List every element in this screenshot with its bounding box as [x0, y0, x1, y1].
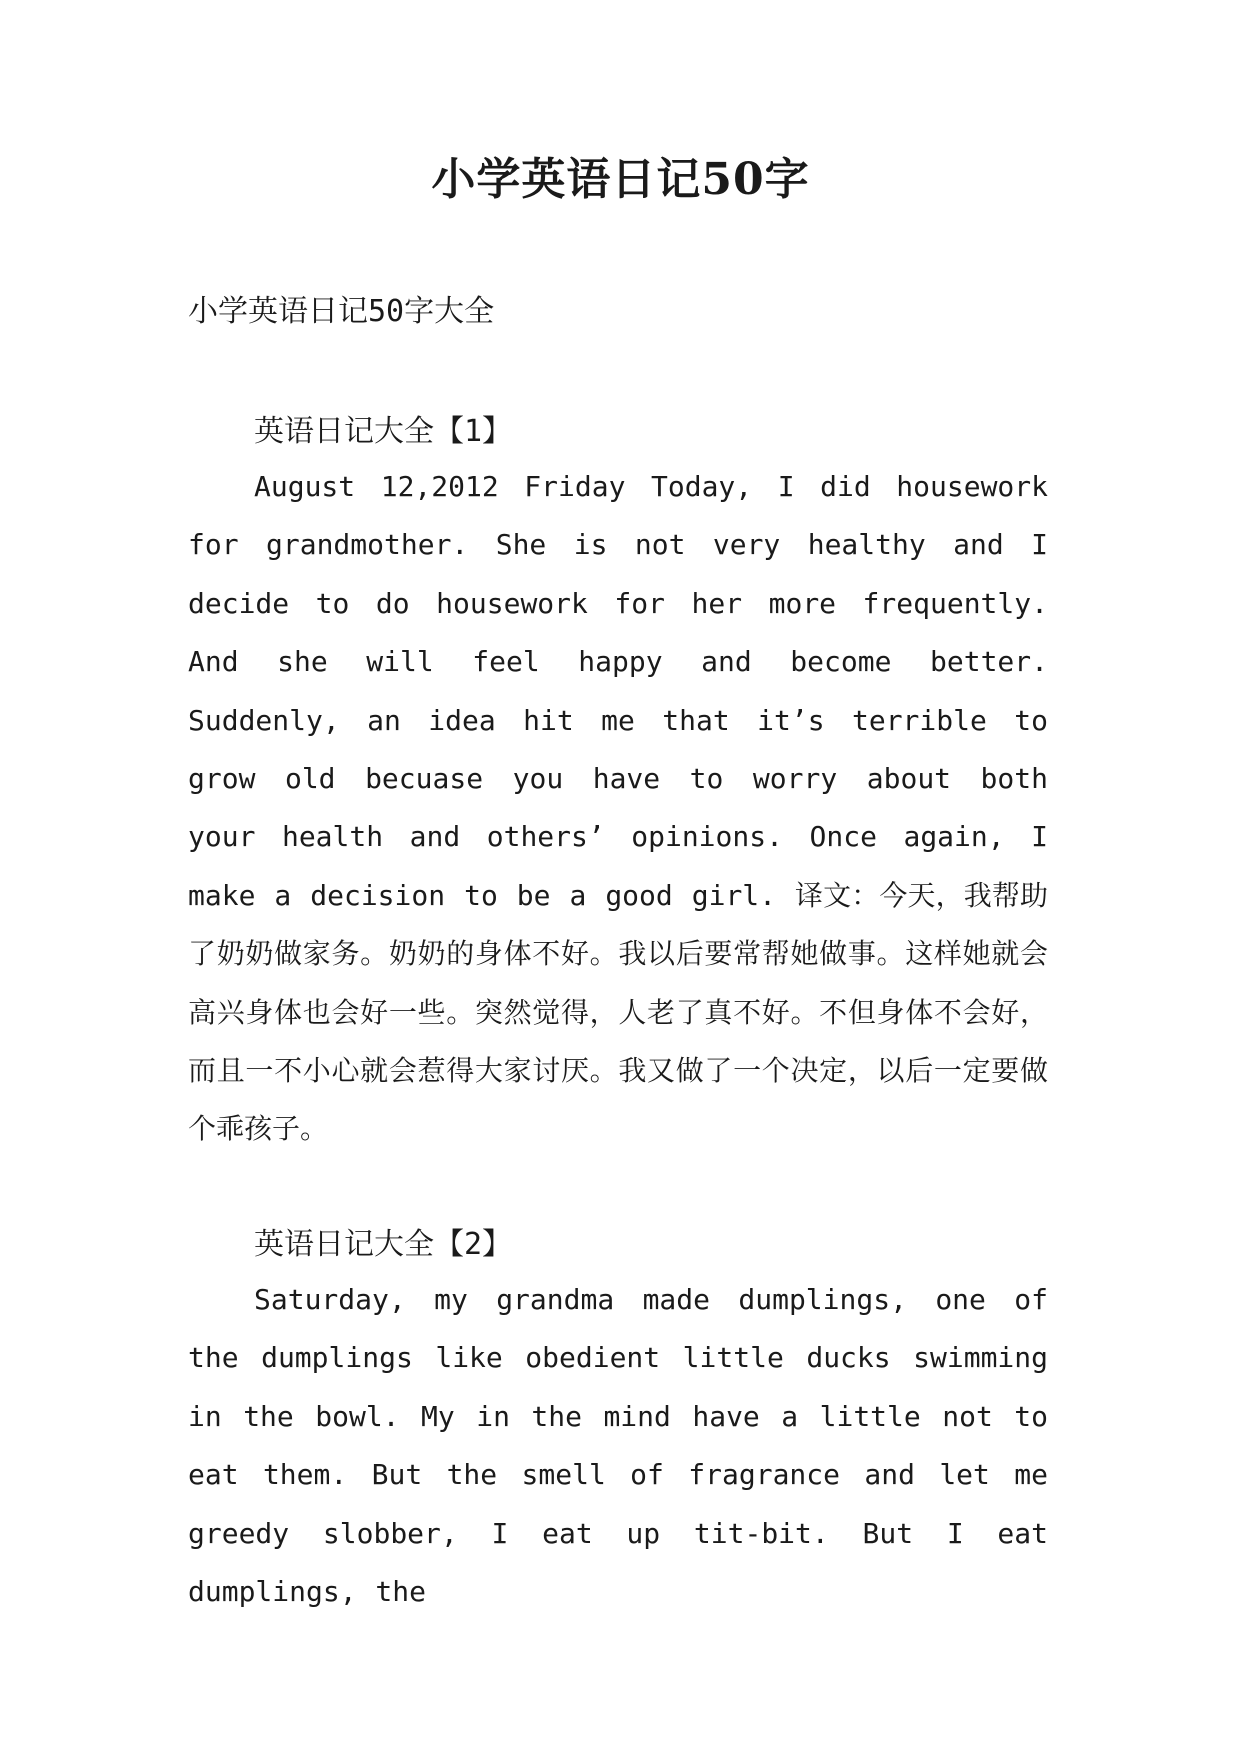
section-heading: 英语日记大全【2】	[254, 1227, 513, 1262]
section-heading: 英语日记大全【1】	[254, 414, 513, 449]
document-subtitle: 小学英语日记50字大全	[188, 294, 495, 329]
diary-section-2	[188, 1221, 1048, 1621]
diary-section-1	[188, 408, 1048, 1159]
section-paragraph: Saturday, my grandma made dumplings, one of the dumplings like obedient little ducks swimming in the bowl. My in the mind have a little not to eat them. But the smell of fragrance and let me greedy slobber, I eat up tit-bit. But I eat dumplings, the	[188, 1283, 1048, 1609]
section-paragraph: August 12,2012 Friday Today, I did housework for grandmother. She is not very healthy and I decide to do housework for her more frequently. And she will feel happy and become better. Suddenly, an idea hit me that it’s terrible to grow old becuase you have to worry about both your health and others’ opinions. Once again, I make a decision to be a good girl. 译文：今天，我帮助了奶奶做家务。奶奶的身体不好。我以后要常帮她做事。这样她就会高兴身体也会好一些。突然觉得，人老了真不好。不但身体不会好，而且一不小心就会惹得大家讨厌。我又做了一个决定，以后一定要做个乖孩子。	[188, 470, 1048, 1146]
document-title: 小学英语日记50字	[431, 154, 810, 205]
